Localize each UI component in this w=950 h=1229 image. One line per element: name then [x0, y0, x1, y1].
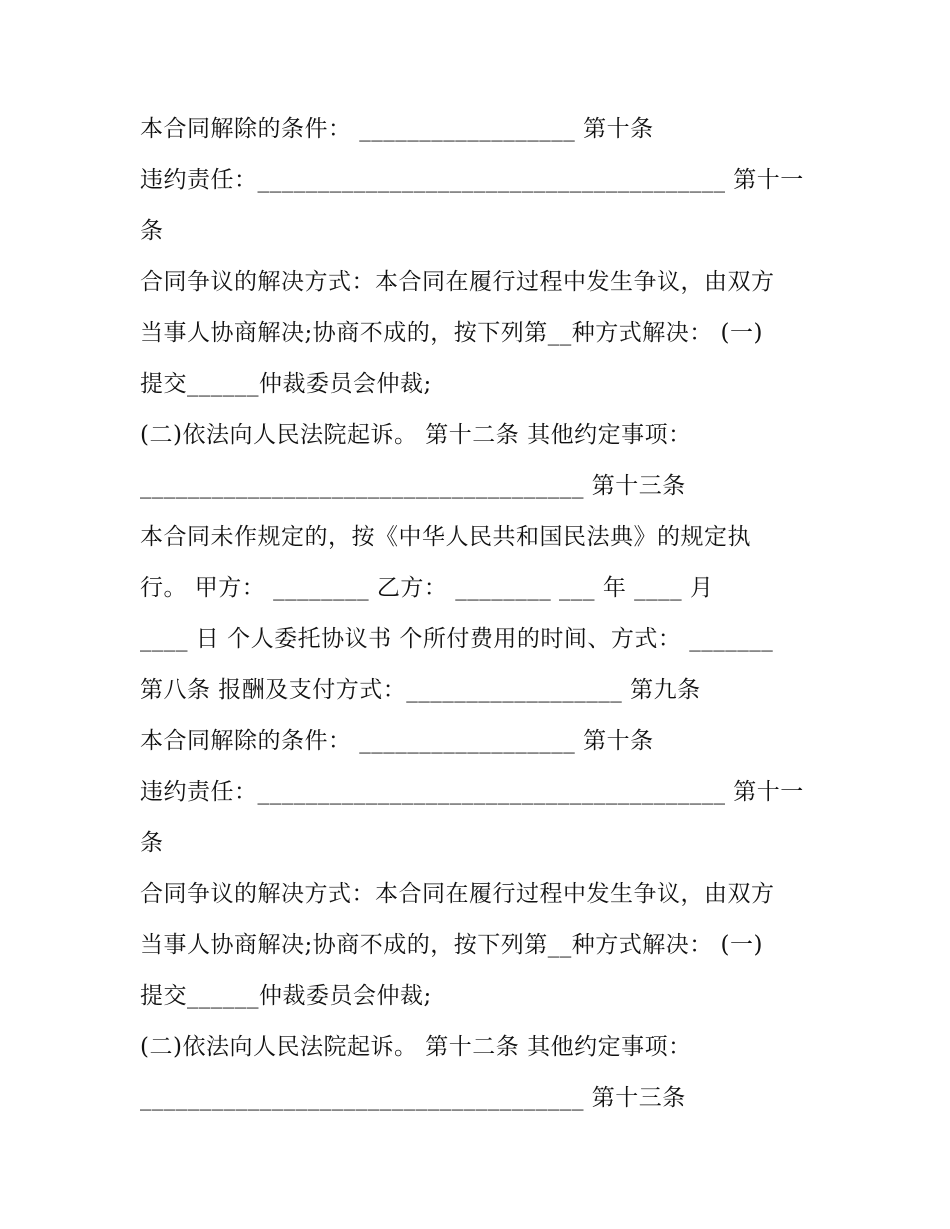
text-line: 条 — [140, 830, 164, 856]
text-line: 本合同解除的条件： __________________ 第十条 — [140, 116, 654, 142]
text-line: 当事人协商解决;协商不成的，按下列第__种方式解决： (一) — [140, 932, 764, 958]
text-line: 合同争议的解决方式：本合同在履行过程中发生争议，由双方 — [140, 881, 775, 907]
text-line: 条 — [140, 218, 164, 244]
text-line: _____________________________________ 第十三条 — [140, 473, 686, 499]
text-line: ____ 日 个人委托协议书 个所付费用的时间、方式： _______ — [140, 626, 774, 652]
text-line: 当事人协商解决;协商不成的，按下列第__种方式解决： (一) — [140, 320, 764, 346]
text-line: (二)依法向人民法院起诉。 第十二条 其他约定事项： — [140, 422, 692, 448]
text-line: 提交______仲裁委员会仲裁; — [140, 983, 432, 1009]
text-line: 本合同未作规定的，按《中华人民共和国民法典》的规定执 — [140, 524, 751, 550]
text-line: 违约责任：_______________________________________ 第十一 — [140, 167, 804, 193]
text-line: 提交______仲裁委员会仲裁; — [140, 371, 432, 397]
text-line: 第八条 报酬及支付方式：__________________ 第九条 — [140, 677, 701, 703]
text-line: 本合同解除的条件： __________________ 第十条 — [140, 728, 654, 754]
text-line: _____________________________________ 第十三条 — [140, 1085, 686, 1111]
text-line: 行。 甲方： ________ 乙方： ________ ___ 年 ____ 月 — [140, 575, 714, 601]
text-line: 违约责任：_______________________________________ 第十一 — [140, 779, 804, 805]
text-line: (二)依法向人民法院起诉。 第十二条 其他约定事项： — [140, 1034, 692, 1060]
text-line: 合同争议的解决方式：本合同在履行过程中发生争议，由双方 — [140, 269, 775, 295]
